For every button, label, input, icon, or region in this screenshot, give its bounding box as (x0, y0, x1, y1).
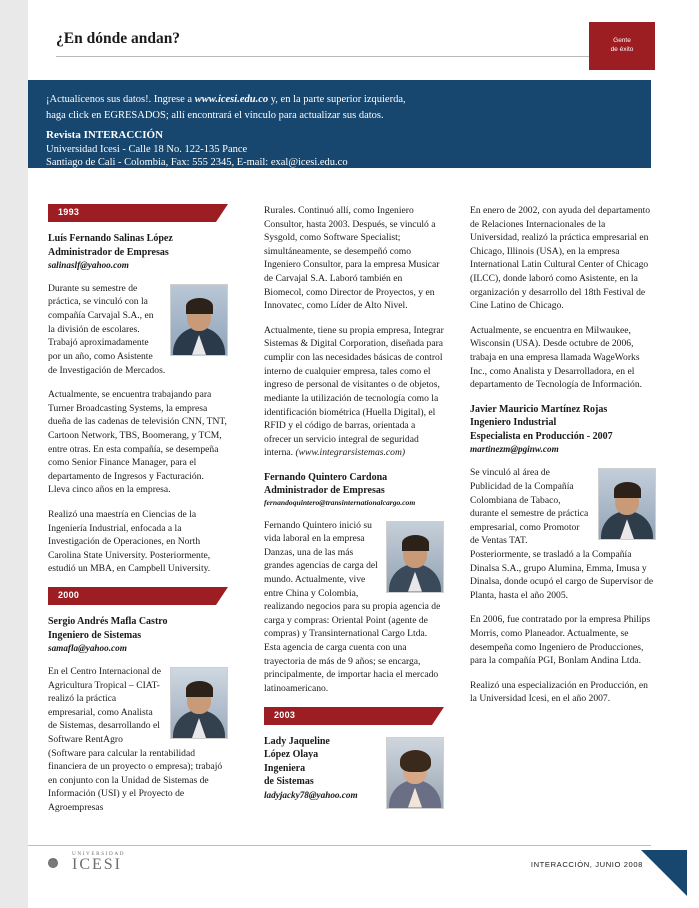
footer-divider (28, 845, 651, 846)
person-email[interactable]: salinaslf@yahoo.com (48, 260, 129, 270)
bio-paragraph: Se vinculó al área de Publicidad de la Compañía Colombiana de Tabaco, durante el semestre de práctica empresarial, como Promotor de Ventas TAT. Posteriormente, se trasladó a la Compañía Dinalsa S.A., grupo Alumina, Emma, Imusa y Dinalsa, donde ocupó el cargo de Supervisor de Planta, hasta el año 2005. (470, 467, 654, 601)
avatar-hair (614, 482, 641, 498)
column-1 (48, 204, 228, 826)
address-line-2: Santiago de Cali - Colombia, Fax: 555 2345, E-mail: exal@icesi.edu.co (46, 156, 348, 168)
logo-subtitle: UNIVERSIDAD (72, 851, 126, 857)
badge-line-1: Gente (613, 37, 631, 44)
avatar-hair (186, 298, 213, 314)
bio-paragraph: En enero de 2002, con ayuda del departamento de Relaciones Internacionales de la Universidad, realizó la práctica empresarial en Chicago, Illinois (USA), en la empresa International Latin Cultural Center of Chicago (ILCC), donde laboró como Asistente, en la organización y desarrollo del 18th Festival de Cine Latino de Chicago. (470, 205, 651, 312)
year-banner-2000 (48, 587, 228, 605)
avatar-hair (402, 535, 429, 551)
person-name-2: López Olaya (264, 749, 319, 761)
year-banner-arrow (216, 204, 228, 222)
person-role: Ingeniera (264, 762, 306, 774)
person-email[interactable]: martinezm@pginw.com (470, 444, 559, 455)
column-3 (470, 204, 656, 717)
university-logo (44, 852, 125, 874)
bio-paragraph: Fernando Quintero inició su vida laboral en la empresa Danzas, una de las más grandes agencias de carga del mundo. Actualmente, vive entre China y Colombia, realizando negocios para su propia agencia de carga y compras: Oriental Point (agente de compras) y Transinternational Cargo Ltda. Esta agencia de carga cuenta con una trayectoria de más de 9 años; se encarga, principalmente, de importar hacia el mercado latinoamericano. (264, 519, 441, 694)
bio-paragraph: Realizó una maestría en Ciencias de la Ingeniería Industrial, enfocada a la Investigación de Operaciones, en North Carolina State University. Posteriormente, estudió un MBA, en Campbell University. (48, 509, 211, 575)
person-name: Luís Fernando Salinas López (48, 233, 173, 244)
left-margin-strip (0, 0, 28, 908)
bio-paragraph: En el Centro Internacional de Agricultura Tropical – CIAT- realizó la práctica empresarial, como Analista de Sistemas, desarrollando el Software RentAgro (Software para calcular la rentabilidad financiera de un proyecto o empresa); trabajó en conjunto con la Unidad de Sistemas de Información (USI) y el Proyecto de Agroempresas (48, 665, 223, 814)
notice-line-1-post: y, en la parte superior izquierda, (268, 94, 406, 105)
corner-decoration (641, 850, 687, 896)
bio-paragraph (264, 324, 444, 460)
bio-paragraph: Actualmente, se encuentra en Milwaukee, Wisconsin (USA). Desde octubre de 2006, trabaja en una empresa llamada WageWorks Inc., como Analista y Desarrolladora, en el departamento de Tecnología de Información. (470, 324, 643, 391)
year-banner-arrow (432, 707, 444, 725)
footer-issue-text: INTERACCIÓN, JUNIO 2008 (530, 860, 643, 869)
bio-paragraph: Actualmente, se encuentra trabajando para Turner Broadcasting Systems, la empresa dueña de las cadenas de televisión CNN, TNT, Cartoon Network, TBS, Boomerang, y TCM, entre otras. En esta compañía, se desempeña como Senior Finance Manager, para el departamento de Ingresos y Facturación. Lleva cinco años en la empresa. (48, 389, 227, 496)
avatar (386, 737, 444, 809)
avatar (598, 468, 656, 540)
person-role: Ingeniero de Sistemas (48, 629, 142, 641)
person-name: Sergio Andrés Mafla Castro (48, 616, 168, 628)
person-email[interactable]: samafla@yahoo.com (48, 643, 127, 654)
year-banner-1993 (48, 204, 228, 222)
avatar (170, 284, 228, 356)
logo-text (72, 852, 125, 874)
right-margin-strip (687, 0, 699, 908)
header-divider (56, 56, 651, 57)
bio-paragraph: Rurales. Continuó allí, como Ingeniero Consultor, hasta 2003. Después, se vinculó a Sysgold, como Software Specialist; simultáneamente, se desempeñó como Ingeniero Consultor, para la empresa Musicar de Carvajal S.A. Laboró también en Biomecol, como Director de Proyectos, y en Innovatec, como Líder de Alto Nivel. (264, 205, 440, 312)
notice-line-1b: haga click en EGRESADOS; allí encontrará el vínculo para actualizar sus datos. (46, 109, 384, 121)
avatar (170, 667, 228, 739)
avatar-hair (400, 750, 431, 772)
person-role-2: Especialista en Producción - 2007 (470, 430, 613, 442)
notice-line-1-pre: ¡Actualícenos sus datos!. Ingrese a (46, 94, 195, 105)
person-role: Ingeniero Industrial (470, 417, 557, 429)
year-banner-label: 2000 (58, 590, 80, 601)
icesi-url-link[interactable]: www.icesi.edu.co (194, 94, 269, 105)
year-banner-2003 (264, 707, 444, 725)
notice-line-1 (46, 92, 633, 124)
bio-paragraph: En 2006, fue contratado por la empresa Philips Morris, como Planeador. Actualmente, se desempeña como Ingeniero de Producciones, para la compañía PGI, Bonlam Andina Ltda. (470, 614, 651, 667)
company-website[interactable]: (www.integrarsistemas.com) (295, 447, 406, 459)
person-role: Administrador de Empresas (264, 485, 385, 497)
person-name: Javier Mauricio Martínez Rojas (470, 403, 608, 415)
avatar-hair (186, 681, 213, 697)
column-2 (264, 204, 444, 813)
magazine-name: Revista INTERACCIÓN (46, 128, 164, 141)
bio-paragraph: Durante su semestre de práctica, se vinculó con la compañía Carvajal S.A., en la división de escolares. Trabajó aproximadamente por un año, como Asistente de Investigación de Mercados. (48, 282, 166, 376)
year-banner-label: 2003 (274, 709, 296, 720)
person-role-2: de Sistemas (264, 776, 314, 788)
page-title: ¿En dónde andan? (56, 30, 181, 47)
address-line-1: Universidad Icesi - Calle 18 No. 122-135 Pance (46, 143, 248, 155)
person-role: Administrador de Empresas (48, 246, 169, 258)
bio-paragraph: Realizó una especialización en Producción, en la Universidad Icesi, en el año 2007. (470, 679, 648, 705)
person-email[interactable]: fernandoquintero@transinternationalcargo.com (264, 497, 416, 507)
person-name: Fernando Quintero Cardona (264, 471, 388, 483)
star-icon (44, 854, 62, 872)
bio-text: Actualmente, tiene su propia empresa, Integrar Sistemas & Digital Corporation, diseñada para cumplir con las necesidades básicas de control interno de cualquier empresa, tales como el ingreso de personal de visitantes o de objetos, mediante la utilización de tecnología como la identificación biométrica (Huella Digital), el RFID y el código de barras, orientada a ofrecer un servicio integral de seguridad interna. (264, 324, 444, 459)
person-name: Lady Jaqueline (264, 735, 330, 747)
person-email[interactable]: ladyjacky78@yahoo.com (264, 789, 358, 800)
update-data-notice (28, 80, 651, 168)
section-badge (589, 22, 655, 70)
logo-title: ICESI (72, 856, 122, 874)
badge-line-2: de éxito (610, 46, 634, 54)
avatar (386, 521, 444, 593)
year-banner-label: 1993 (58, 207, 80, 217)
year-banner-arrow (216, 587, 228, 605)
